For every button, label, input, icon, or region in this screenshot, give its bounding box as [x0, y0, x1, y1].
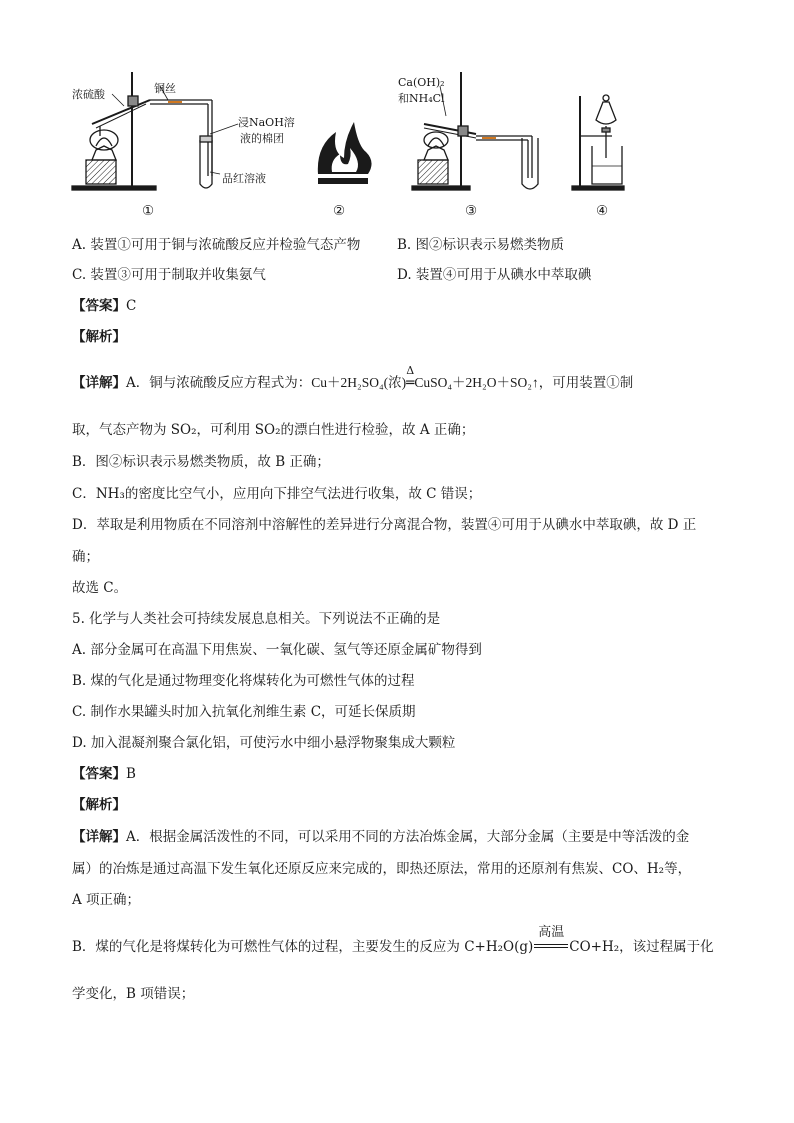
apparatus-4-drawing — [572, 95, 624, 190]
detail-a-text: A．铜与浓硫酸反应方程式为： — [126, 375, 312, 391]
label-nh4cl: 和NH₄Cl — [398, 92, 445, 105]
label-pinhong: 品红溶液 — [222, 172, 266, 185]
figure-number-4: ④ — [596, 203, 609, 219]
q4-option-b: B. 图②标识表示易燃类物质 — [397, 237, 565, 253]
equation-heat-condition: Δ ═ — [406, 364, 415, 391]
detail-b-text-end: CO+H₂，该过程属于化 — [569, 939, 714, 955]
label-conc-h2so4: 浓硫酸 — [72, 88, 105, 101]
q5-option-d: D. 加入混凝剂聚合氯化铝，可使污水中细小悬浮物聚集成大颗粒 — [72, 735, 456, 751]
answer-value: C — [126, 298, 137, 314]
figure-number-1: ① — [142, 203, 155, 219]
q5-detail-b-line1 — [72, 925, 714, 956]
detail-b-text: B．煤的气化是将煤转化为可燃性气体的过程，主要发生的反应为 C+H₂O(g) — [72, 939, 534, 955]
answer-value: B — [126, 766, 136, 782]
q5-detail-a-line2: 属）的冶炼是通过高温下发生氧化还原反应来完成的，即热还原法，常用的还原剂有焦炭、CO、H₂等， — [72, 861, 692, 877]
apparatus-drawing — [0, 66, 794, 226]
q5-answer-line — [72, 765, 136, 783]
q5-option-a: A. 部分金属可在高温下用焦炭、一氧化碳、氢气等还原金属矿物得到 — [72, 642, 482, 658]
q4-option-a: A. 装置①可用于铜与浓硫酸反应并检验气态产物 — [72, 237, 361, 253]
q5-stem: 5. 化学与人类社会可持续发展息息相关。下列说法不正确的是 — [72, 611, 441, 627]
q5-detail-b-line2: 学变化，B 项错误； — [72, 986, 195, 1002]
label-caoh2: Ca(OH)₂ — [398, 76, 445, 89]
q4-detail-d-line1: D．萃取是利用物质在不同溶剂中溶解性的差异进行分离混合物，装置④可用于从碘水中萃取碘，故 D 正 — [72, 517, 697, 533]
label-cotton-line2: 液的棉团 — [240, 132, 284, 145]
q5-analysis-tag: 【解析】 — [72, 797, 126, 813]
q5-detail-a-line1 — [72, 828, 689, 846]
equation-left: Cu＋2H₂SO₄(浓) — [311, 375, 407, 390]
q4-conclusion: 故选 C。 — [72, 580, 128, 596]
figure-number-2: ② — [333, 203, 346, 219]
q4-detail-d-line2: 确； — [72, 549, 99, 565]
q5-detail-a-line3: A 项正确； — [72, 892, 141, 908]
q5-option-b: B. 煤的气化是通过物理变化将煤转化为可燃性气体的过程 — [72, 673, 415, 689]
q5-option-c: C. 制作水果罐头时加入抗氧化剂维生素 C，可延长保质期 — [72, 704, 416, 720]
q4-detail-a-line1 — [72, 364, 634, 392]
q4-detail-c: C．NH₃的密度比空气小，应用向下排空气法进行收集，故 C 错误； — [72, 486, 482, 502]
detail-a-text: A．根据金属活泼性的不同，可以采用不同的方法冶炼金属，大部分金属（主要是中等活泼的金 — [126, 829, 690, 845]
equation-right: CuSO₄＋2H₂O＋SO₂↑ — [414, 375, 539, 390]
q4-detail-a-line2: 取，气态产物为 SO₂，可利用 SO₂的漂白性进行检验，故 A 正确； — [72, 422, 475, 438]
q4-option-c: C. 装置③可用于制取并收集氨气 — [72, 267, 266, 283]
flammable-sign — [318, 122, 372, 184]
label-cotton-line1: 浸NaOH溶 — [238, 116, 295, 129]
q4-option-d: D. 装置④可用于从碘水中萃取碘 — [397, 267, 592, 283]
equation-high-temp-condition: 高温 — [533, 938, 569, 956]
figure-number-3: ③ — [465, 203, 478, 219]
detail-tag: 【详解】 — [72, 375, 126, 391]
q4-detail-b: B．图②标识表示易燃类物质，故 B 正确； — [72, 454, 330, 470]
detail-a-text-end: ，可用装置①制 — [538, 375, 634, 391]
apparatus-figure — [0, 66, 794, 226]
detail-tag: 【详解】 — [72, 829, 126, 845]
q4-analysis-tag: 【解析】 — [72, 329, 126, 345]
label-copper-wire: 铜丝 — [154, 82, 176, 95]
answer-tag: 【答案】 — [72, 766, 126, 782]
q4-answer-line — [72, 297, 136, 315]
answer-tag: 【答案】 — [72, 298, 126, 314]
